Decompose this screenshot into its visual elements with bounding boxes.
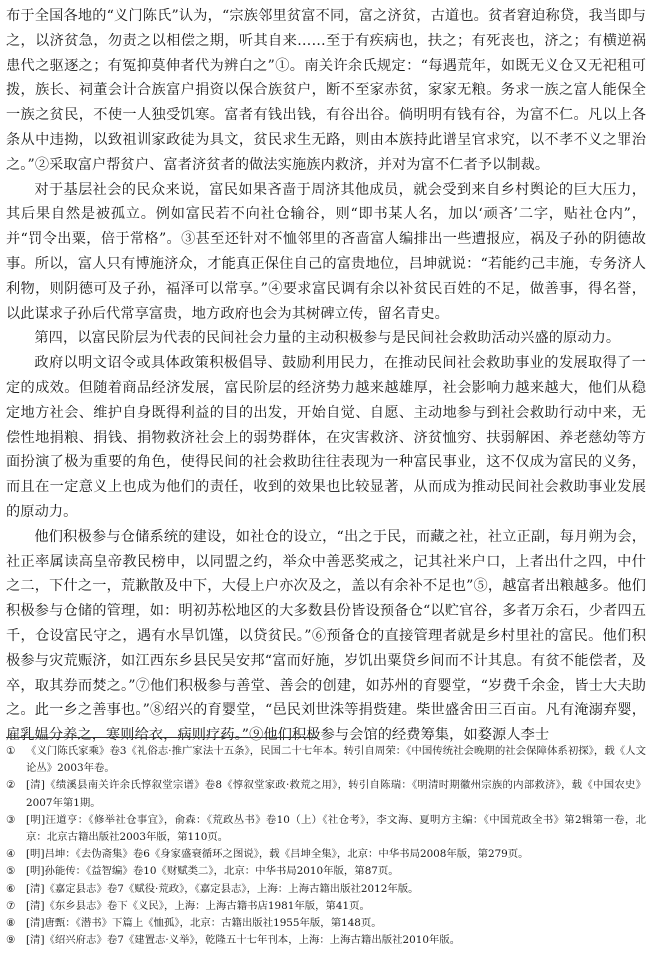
footnote-text: [清]《嘉定县志》卷7《赋役·荒政》，《嘉定县志》，上海：上海古籍出版社2012年版。	[26, 882, 419, 895]
footnote-divider	[6, 737, 316, 738]
paragraph-3: 第四，以富民阶层为代表的民间社会力量的主动积极参与是民间社会救助活动兴盛的原动力。	[34, 330, 621, 347]
paragraph-2: 对于基层社会的民众来说，富民如果吝啬于周济其他成员，就会受到来自乡村舆论的巨大压力，其后果自然是被孤立。例如富民若不向社仓输谷，则“即书某人名，加以‘顽吝’二字，贴社仓内”，并“罚令出粟，倍于常格”。③甚至还针对不恤邻里的吝啬富人编排出一些遭报应，祸及子孙的阴德故事。所以，富人只有博施济众，才能真正保住自己的富贵地位，吕坤就说：“若能约己丰施，专务济人利物，则阴德可及子孙，福泽可以常享。”④要求富民调有余以补贫民百姓的不足，做善事，得名誉，以此谋求子孙后代常享富贵，地方政府也会为其树碑立传，留名青史。	[6, 181, 646, 322]
footnote-mark: ⑥	[6, 882, 16, 895]
footnote	[6, 743, 646, 777]
footnote-text: [清]《绍兴府志》卷7《建置志·义举》，乾隆五十七年刊本，上海：上海古籍出版社2010年版。	[26, 934, 461, 947]
footnote	[6, 915, 646, 932]
footnote-mark: ③	[6, 813, 16, 826]
paragraph-5: 他们积极参与仓储系统的建设，如社仓的设立，“出之于民，而藏之社，社立正副，每月朔为会，社正率属读高皇帝教民榜申，以同盟之约，举众中善恶奖戒之，记其社米户口，上者出什之四，中什之二，下什之一，荒歉散及中下，大侵上户亦次及之，盖以有余补不足也”⑤，越富者出粮越多。他们积极参与仓储的管理，如：明初苏松地区的大多数县份皆设预备仓“以贮官谷，多者万余石，少者四五千，仓设富民守之，遇有水旱饥馑，以贷贫民。”⑥预备仓的直接管理者就是乡村里社的富民。他们积极参与灾荒赈济，如江西东乡县民吴安邦“富而好施，岁饥出粟贷乡间而不计其息。有贫不能偿者，及卒，取其券而焚之。”⑦他们积极参与善堂、善会的创建，如苏州的育婴堂，“岁费千余金，皆士大夫助之。此一乡之善事也。”⑧绍兴的育婴堂，“邑民刘世洙等捐赀建。柴世盛舍田三百亩。凡有淹溺弃婴，雇乳媪分养之，寒则给衣，病则疗药。”⑨他们积极参与会馆的经费筹集，如婺源人李士	[6, 528, 646, 744]
paragraph-4: 政府以明文诏令或具体政策积极倡导、鼓励利用民力，在推动民间社会救助事业的发展取得了一定的成效。但随着商品经济发展，富民阶层的经济势力越来越雄厚，社会影响力越来越大，他们从稳定地方社会、维护自身既得利益的目的出发，开始自觉、自愿、主动地参与到社会救助行动中来，无偿性地捐粮、捐钱、捐物救济社会上的弱势群体，在灾害救济、济贫恤穷、扶弱解困、养老慈幼等方面扮演了极为重要的角色，使得民间的社会救助往往表现为一种富民事业，这不仅成为富民的义务，而且在一定意义上也成为他们的责任，收到的效果也比较显著，从而成为推动民间社会救助事业发展的原动力。	[6, 355, 646, 520]
footnote	[6, 881, 646, 898]
footnote-text: 《义门陈氏家乘》卷3《礼俗志·推广家法十五条》，民国二十七年本。转引自周荣：《中国传统社会晚期的社会保障体系初探》，载《人文论丛》2003年卷。	[26, 745, 646, 775]
footnote	[6, 812, 646, 846]
footnote	[6, 932, 646, 949]
body-text	[6, 4, 646, 748]
footnote-text: [清]《东乡县志》卷下《义民》，上海：上海古籍书店1981年版，第41页。	[26, 899, 370, 912]
footnote-mark: ⑤	[6, 865, 16, 878]
footnote-mark: ②	[6, 779, 16, 792]
paragraph-1: 布于全国各地的“义门陈氏”认为，“宗族邻里贫富不同，富之济贫，古道也。贫者窘迫称贷，我当即与之，以济贫急，勿责之以相偿之期，听其自来……至于有疾病也，扶之；有死丧也，济之；有横逆祸患代之驱逐之；有冤抑莫伸者代为辨白之”①。南关许余氏规定：“每遇荒年，如既无义仓又无祀租可拨，族长、祠董会计合族富户捐资以保合族贫户，断不至家赤贫，家家无粮。务求一族之富人能保全一族之贫民，不使一人独受饥寒。富者有钱出钱，有谷出谷。倘明明有钱有谷，为富不仁。凡以上各条从中违拗，以致祖训家政徒为具文，贫民求生无路，则由本族持此谱呈官求究，以不孝不义之罪治之。”②采取富户帮贫户、富者济贫者的做法实施族内救济，并对为富不仁者予以制裁。	[6, 8, 646, 173]
footnote	[6, 863, 646, 880]
footnote	[6, 777, 646, 811]
footnote-mark: ⑦	[6, 899, 16, 912]
footnote-text: [明]孙能传：《益智编》卷10《财赋类二》，北京：中华书局2010年版，第87页。	[26, 865, 399, 878]
footnote-mark: ⑨	[6, 934, 16, 947]
footnote-text: [明]吕坤：《去伪斋集》卷6《身家盛衰循环之图说》，载《吕坤全集》，北京：中华书局2008年版，第279页。	[26, 848, 529, 861]
footnote	[6, 898, 646, 915]
footnote-text: [清]唐甄：《潜书》下篇上《恤孤》，北京：古籍出版社1955年版，第148页。	[26, 917, 382, 930]
footnote-mark: ⑧	[6, 917, 16, 930]
footnote-mark: ①	[6, 745, 16, 757]
footnote-text: [明]汪道亨：《修举社仓事宜》，俞森：《荒政丛书》卷10（上）《社仓考》，李文海、夏明方主编：《中国荒政全书》第2辑第一卷，北京：北京古籍出版社2003年版，第110页。	[26, 813, 646, 844]
footnote	[6, 846, 646, 863]
footnote-text: [清]《绩溪县南关许余氏惇叙堂宗谱》卷8《惇叙堂家政·救荒之用》，转引自陈瑞：《明清时期徽州宗族的内部救济》，载《中国农史》2007年第1期。	[26, 779, 646, 809]
footnote-mark: ④	[6, 848, 16, 861]
footnotes	[6, 743, 646, 949]
